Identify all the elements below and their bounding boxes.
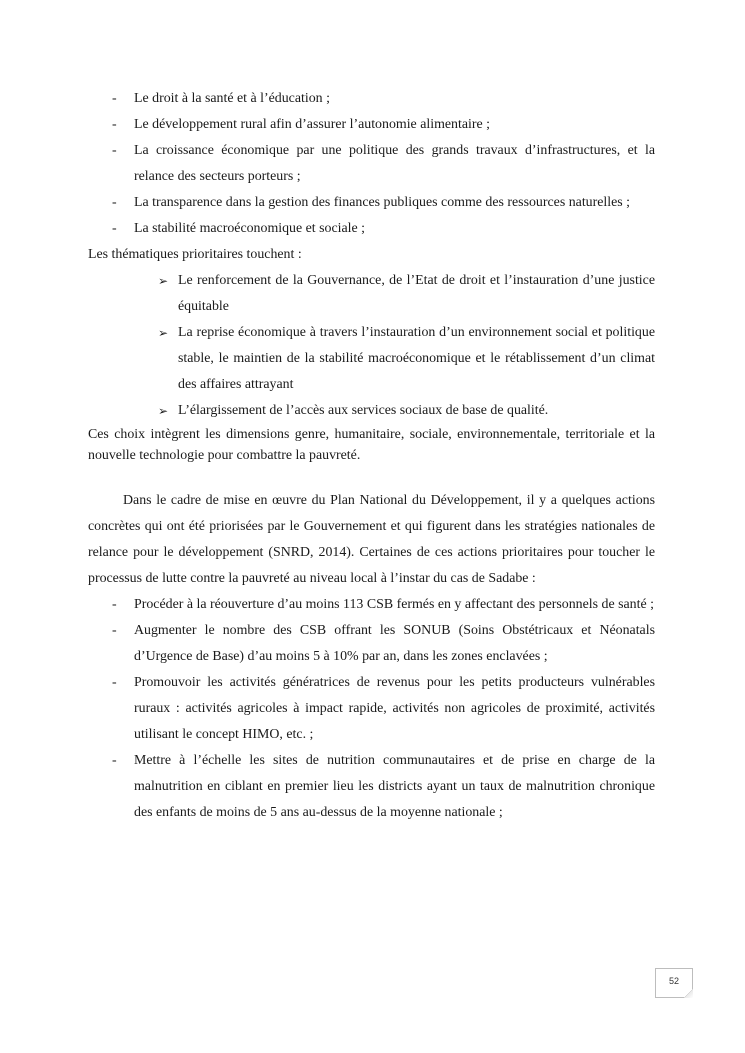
arrow-bullet-icon: ➢ xyxy=(158,274,169,288)
list-item: - Augmenter le nombre des CSB offrant les SONUB (Soins Obstétricaux et Néonatals d’Urgence de Base) d’au moins 5 à 10% par an, dans les zones enclavées ; xyxy=(88,618,655,670)
paragraph-spacer xyxy=(88,466,655,488)
list-item: - Promouvoir les activités génératrices de revenus pour les petits producteurs vulnérables ruraux : activités agricoles à impact rapide, activités non agricoles de proximité, activités utilisant le concept HIMO, etc. ; xyxy=(88,670,655,748)
page-number-box xyxy=(655,968,693,998)
arrow-bullet-icon: ➢ xyxy=(158,326,169,340)
list-item: - La transparence dans la gestion des finances publiques comme des ressources naturelles ; xyxy=(88,190,655,216)
dash-bullet: - xyxy=(112,221,117,236)
dash-bullet: - xyxy=(112,623,117,638)
dash-bullet: - xyxy=(112,597,117,612)
page-number: 52 xyxy=(668,976,679,986)
list-item: ➢ Le renforcement de la Gouvernance, de l’Etat de droit et l’instauration d’une justice équitable xyxy=(88,268,655,320)
list-item: - Mettre à l’échelle les sites de nutrition communautaires et de prise en charge de la malnutrition en ciblant en premier lieu les districts ayant un taux de malnutrition chronique des enfants de moins de 5 ans au-dessus de la moyenne nationale ; xyxy=(88,748,655,826)
list-item: - Le développement rural afin d’assurer l’autonomie alimentaire ; xyxy=(88,112,655,138)
cadre-paragraph: Dans le cadre de mise en œuvre du Plan National du Développement, il y a quelques actions concrètes qui ont été priorisées par le Gouvernement et qui figurent dans les stratégies nationales de relance pour le développement (SNRD, 2014). Certaines de ces actions prioritaires pour toucher le processus de lutte contre la pauvreté au niveau local à l’instar du cas de Sadabe : xyxy=(88,493,655,586)
folded-corner-icon xyxy=(684,989,693,998)
rights-list xyxy=(88,86,655,242)
actions-list xyxy=(88,592,655,826)
dash-bullet: - xyxy=(112,753,117,768)
list-item: ➢ L’élargissement de l’accès aux services sociaux de base de qualité. xyxy=(88,398,655,424)
thematiques-list xyxy=(88,268,655,424)
document-page xyxy=(88,86,655,826)
arrow-bullet-icon: ➢ xyxy=(158,404,169,418)
dash-bullet: - xyxy=(112,143,117,158)
thematiques-intro: Les thématiques prioritaires touchent : xyxy=(88,247,302,262)
dash-bullet: - xyxy=(112,117,117,132)
choix-paragraph: Ces choix intègrent les dimensions genre, humanitaire, sociale, environnementale, territoriale et la nouvelle technologie pour combattre la pauvreté. xyxy=(88,427,655,463)
dash-bullet: - xyxy=(112,91,117,106)
list-item: - Procéder à la réouverture d’au moins 113 CSB fermés en y affectant des personnels de santé ; xyxy=(88,592,655,618)
list-item: ➢ La reprise économique à travers l’instauration d’un environnement social et politique stable, le maintien de la stabilité macroéconomique et le rétablissement d’un climat des affaires attrayant xyxy=(88,320,655,398)
list-item: - La croissance économique par une politique des grands travaux d’infrastructures, et la relance des secteurs porteurs ; xyxy=(88,138,655,190)
dash-bullet: - xyxy=(112,675,117,690)
list-item: - La stabilité macroéconomique et sociale ; xyxy=(88,216,655,242)
dash-bullet: - xyxy=(112,195,117,210)
list-item: - Le droit à la santé et à l’éducation ; xyxy=(88,86,655,112)
